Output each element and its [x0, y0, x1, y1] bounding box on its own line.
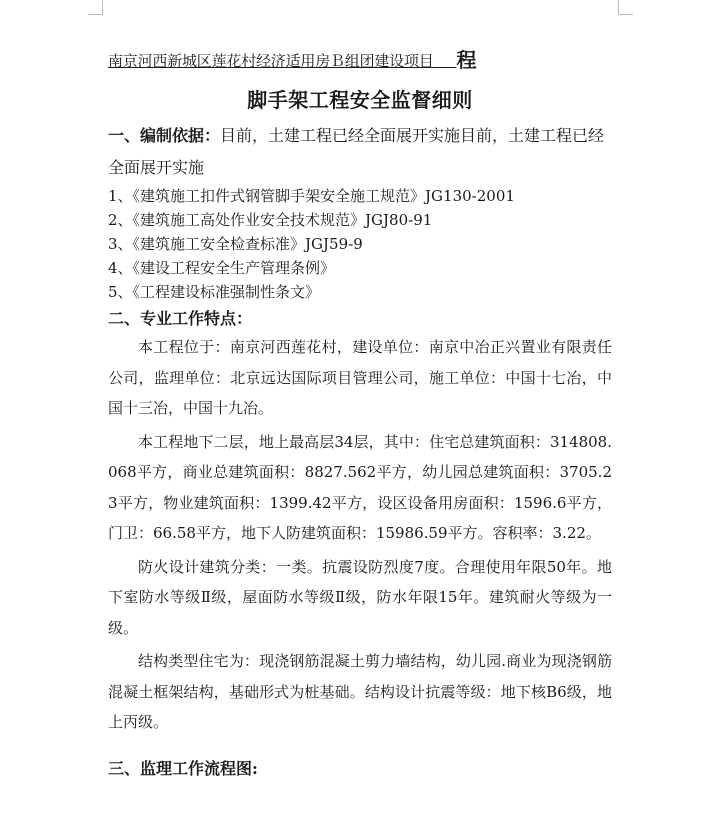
- paragraph-areas: 本工程地下二层，地上最高层34层，其中：住宅总建筑面积：314808.068平方，商业总建筑面积：8827.562平方，幼儿园总建筑面积：3705.23平方，物业建筑面积：1399.42平方，设区设备用房面积：1596.6平方，门卫：66.58平方，地下人防建筑面积：15986.59平方。容积率：3.22。: [108, 432, 612, 542]
- project-subtitle: [108, 46, 612, 75]
- section-workflow-heading: 三、监理工作流程图:: [108, 758, 258, 778]
- underline-blank: [434, 52, 457, 70]
- project-name: 南京河西新城区莲花村经济适用房Ｂ组团建设项目: [108, 52, 434, 70]
- crop-mark-top-right: [618, 0, 633, 15]
- section-basis-text: 目前，土建工程已经全面展开实施目前，土建工程已经全面展开实施: [108, 126, 605, 177]
- reference-item: 1、《建筑施工扣件式钢管脚手架安全施工规范》JG130-2001: [108, 187, 515, 205]
- paragraph-location: 本工程位于：南京河西莲花村，建设单位：南京中冶正兴置业有限责任公司，监理单位：北京远达国际项目管理公司，施工单位：中国十七冶，中国十三冶，中国十九冶。: [108, 338, 612, 417]
- subtitle-suffix: 程: [456, 48, 477, 72]
- paragraph-fire-rating: 防火设计建筑分类：一类。抗震设防烈度7度。合理使用年限50年。地下室防水等级Ⅱ级，屋面防水等级Ⅱ级，防水年限15年。建筑耐火等级为一级。: [108, 557, 612, 637]
- paragraph-structure: 结构类型住宅为：现浇钢筋混凝土剪力墙结构，幼儿园.商业为现浇钢筋混凝土框架结构，基础形式为桩基础。结构设计抗震等级：地下核B6级，地上丙级。: [108, 652, 612, 731]
- crop-mark-top-left: [88, 0, 103, 15]
- reference-item: 4、《建设工程安全生产管理条例》: [108, 259, 336, 277]
- section-features-heading: 二、专业工作特点：: [108, 309, 253, 328]
- reference-list: [108, 184, 612, 304]
- reference-item: 3、《建筑施工安全检查标准》JGJ59-9: [108, 235, 363, 253]
- document-page: [108, 46, 612, 782]
- section-basis-heading: 一、编制依据：: [108, 126, 221, 145]
- reference-item: 2、《建筑施工高处作业安全技术规范》JGJ80-91: [108, 211, 433, 229]
- document-title: 脚手架工程安全监督细则: [247, 88, 473, 112]
- section-basis: [108, 120, 612, 184]
- reference-item: 5、《工程建设标准强制性条文》: [108, 283, 321, 301]
